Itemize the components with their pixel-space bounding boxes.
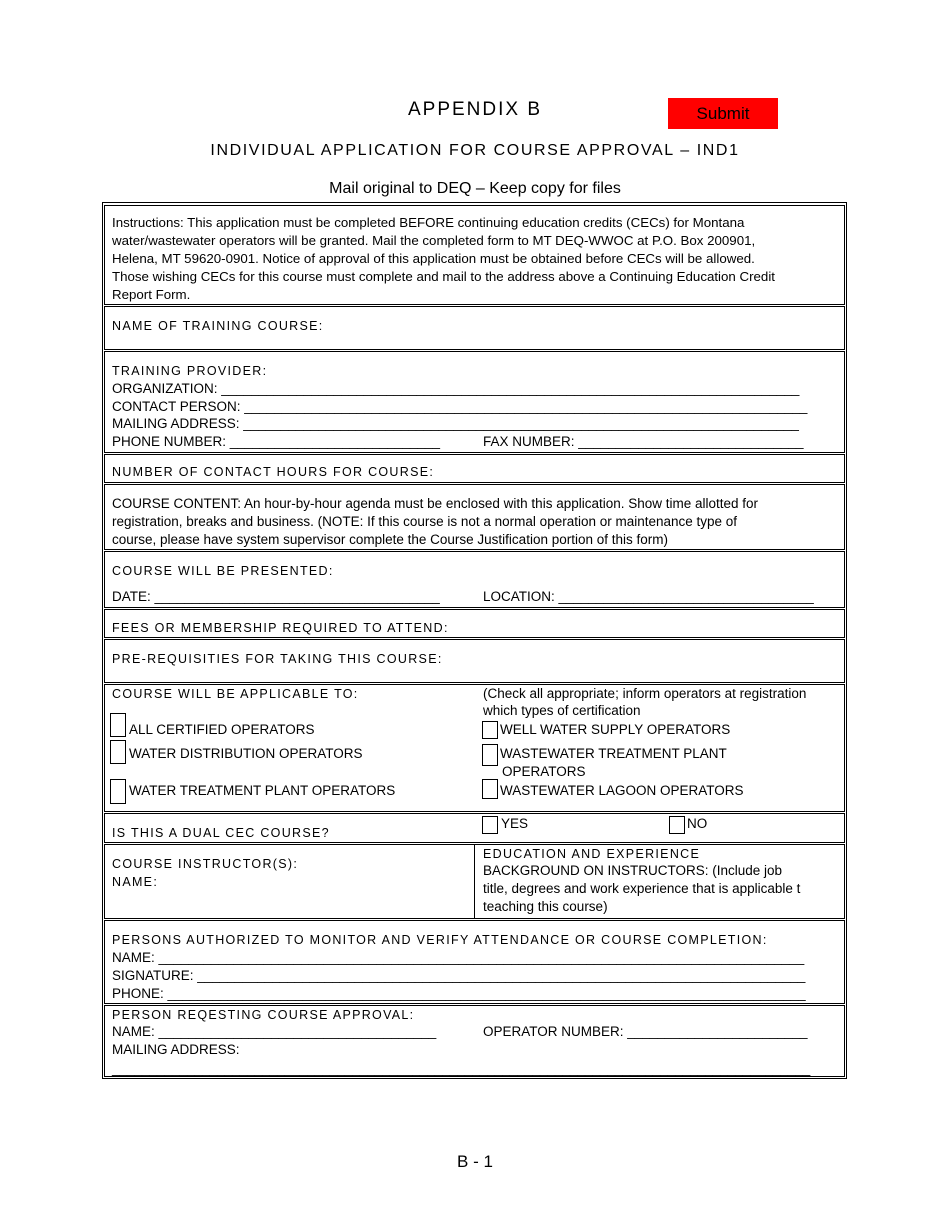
dual-yes-checkbox[interactable] (482, 816, 498, 834)
monitor-phone-field[interactable]: PHONE: _____________________________________________________________________________________ (112, 986, 806, 1001)
applicable-section (104, 684, 845, 812)
location-field[interactable]: LOCATION: __________________________________ (483, 589, 814, 604)
date-field[interactable]: DATE: ______________________________________ (112, 589, 440, 604)
course-content-line: course, please have system supervisor complete the Course Justification portion of this form) (112, 532, 668, 547)
option-label: WATER DISTRIBUTION OPERATORS (129, 746, 363, 761)
course-content-line: registration, breaks and business. (NOTE: If this course is not a normal operation or maintenance type of (112, 514, 738, 529)
course-name-label: NAME OF TRAINING COURSE: (112, 319, 324, 333)
instructor-name-field[interactable]: NAME: (112, 875, 159, 889)
option-label: WELL WATER SUPPLY OPERATORS (500, 722, 731, 737)
organization-field[interactable]: ORGANIZATION: _____________________________________________________________________________ (112, 381, 800, 396)
requester-mailing-label: MAILING ADDRESS: (112, 1042, 240, 1057)
instructor-section (104, 844, 845, 919)
appendix-title: APPENDIX B (407, 99, 543, 120)
mail-note: Mail original to DEQ – Keep copy for files (329, 180, 621, 197)
fees-section[interactable] (104, 609, 845, 638)
contact-hours-label: NUMBER OF CONTACT HOURS FOR COURSE: (112, 465, 435, 479)
fees-label: FEES OR MEMBERSHIP REQUIRED TO ATTEND: (112, 621, 449, 635)
presented-heading: COURSE WILL BE PRESENTED: (112, 564, 334, 578)
option-label: ALL CERTIFIED OPERATORS (129, 722, 315, 737)
dual-no-label: NO (687, 816, 708, 831)
instructions-line: Those wishing CECs for this course must complete and mail to the address above a Continuing Education Credit (112, 269, 775, 284)
wastewater-lagoon-checkbox[interactable] (482, 779, 498, 799)
option-label: WATER TREATMENT PLANT OPERATORS (129, 783, 396, 798)
applicable-note: which types of certification (483, 703, 641, 718)
well-water-checkbox[interactable] (482, 721, 498, 739)
dual-cec-question: IS THIS A DUAL CEC COURSE? (112, 826, 330, 840)
water-distribution-checkbox[interactable] (110, 740, 126, 764)
mailing-address-field[interactable]: MAILING ADDRESS: __________________________________________________________________________ (112, 416, 799, 431)
instructions-line: Report Form. (112, 287, 191, 302)
monitor-signature-field[interactable]: SIGNATURE: _________________________________________________________________________________ (112, 968, 806, 983)
all-certified-checkbox[interactable] (110, 713, 126, 737)
instructions-line: water/wastewater operators will be granted. Mail the completed form to MT DEQ-WWOC at P.O. Box 200901, (112, 233, 756, 248)
prereq-label: PRE-REQUISITIES FOR TAKING THIS COURSE: (112, 652, 443, 666)
page-number: B - 1 (457, 1152, 493, 1171)
prereq-section[interactable] (104, 639, 845, 683)
requester-heading: PERSON REQESTING COURSE APPROVAL: (112, 1008, 415, 1022)
presented-section (104, 551, 845, 608)
instructor-heading: COURSE INSTRUCTOR(S): (112, 857, 299, 871)
instructions-line: Helena, MT 59620-0901. Notice of approval of this application must be obtained before CECs will be allowed. (112, 251, 755, 266)
education-line: teaching this course) (483, 899, 608, 914)
course-content-section (104, 484, 845, 550)
operator-number-field[interactable]: OPERATOR NUMBER: ________________________ (483, 1024, 808, 1039)
education-line: title, degrees and work experience that is applicable t (483, 881, 801, 896)
requester-name-field[interactable]: NAME: _____________________________________ (112, 1024, 437, 1039)
option-label: OPERATORS (502, 764, 586, 779)
requester-section (104, 1005, 845, 1077)
instructions-section (104, 205, 845, 305)
education-line: BACKGROUND ON INSTRUCTORS: (Include job (483, 863, 783, 878)
applicable-heading: COURSE WILL BE APPLICABLE TO: (112, 687, 359, 701)
submit-button[interactable]: Submit (668, 98, 778, 129)
contact-hours-section[interactable] (104, 454, 845, 483)
requester-address-line[interactable]: _____________________________________________________________________________________________ (112, 1061, 811, 1076)
fax-number-field[interactable]: FAX NUMBER: ______________________________ (483, 434, 804, 449)
course-name-section[interactable] (104, 306, 845, 350)
option-label: WASTEWATER TREATMENT PLANT (500, 746, 727, 761)
contact-person-field[interactable]: CONTACT PERSON: ___________________________________________________________________________ (112, 399, 808, 414)
dual-no-checkbox[interactable] (669, 816, 685, 834)
form-title: INDIVIDUAL APPLICATION FOR COURSE APPROVAL – IND1 (210, 142, 740, 159)
education-heading: EDUCATION AND EXPERIENCE (483, 847, 701, 861)
course-content-line: COURSE CONTENT: An hour-by-hour agenda must be enclosed with this application. Show time allotted for (112, 496, 759, 511)
monitor-section (104, 920, 845, 1004)
dual-yes-label: YES (501, 816, 529, 831)
option-label: WASTEWATER LAGOON OPERATORS (500, 783, 744, 798)
column-divider (474, 844, 475, 919)
monitor-heading: PERSONS AUTHORIZED TO MONITOR AND VERIFY ATTENDANCE OR COURSE COMPLETION: (112, 933, 768, 947)
wastewater-treatment-checkbox[interactable] (482, 744, 498, 766)
provider-heading: TRAINING PROVIDER: (112, 364, 268, 378)
phone-number-field[interactable]: PHONE NUMBER: ____________________________ (112, 434, 440, 449)
water-treatment-checkbox[interactable] (110, 779, 126, 804)
applicable-note: (Check all appropriate; inform operators at registration (483, 686, 807, 701)
provider-section (104, 351, 845, 453)
dual-cec-section (104, 813, 845, 843)
instructions-line: Instructions: This application must be completed BEFORE continuing education credits (CECs) for Montana (112, 215, 745, 230)
monitor-name-field[interactable]: NAME: ______________________________________________________________________________________ (112, 950, 805, 965)
